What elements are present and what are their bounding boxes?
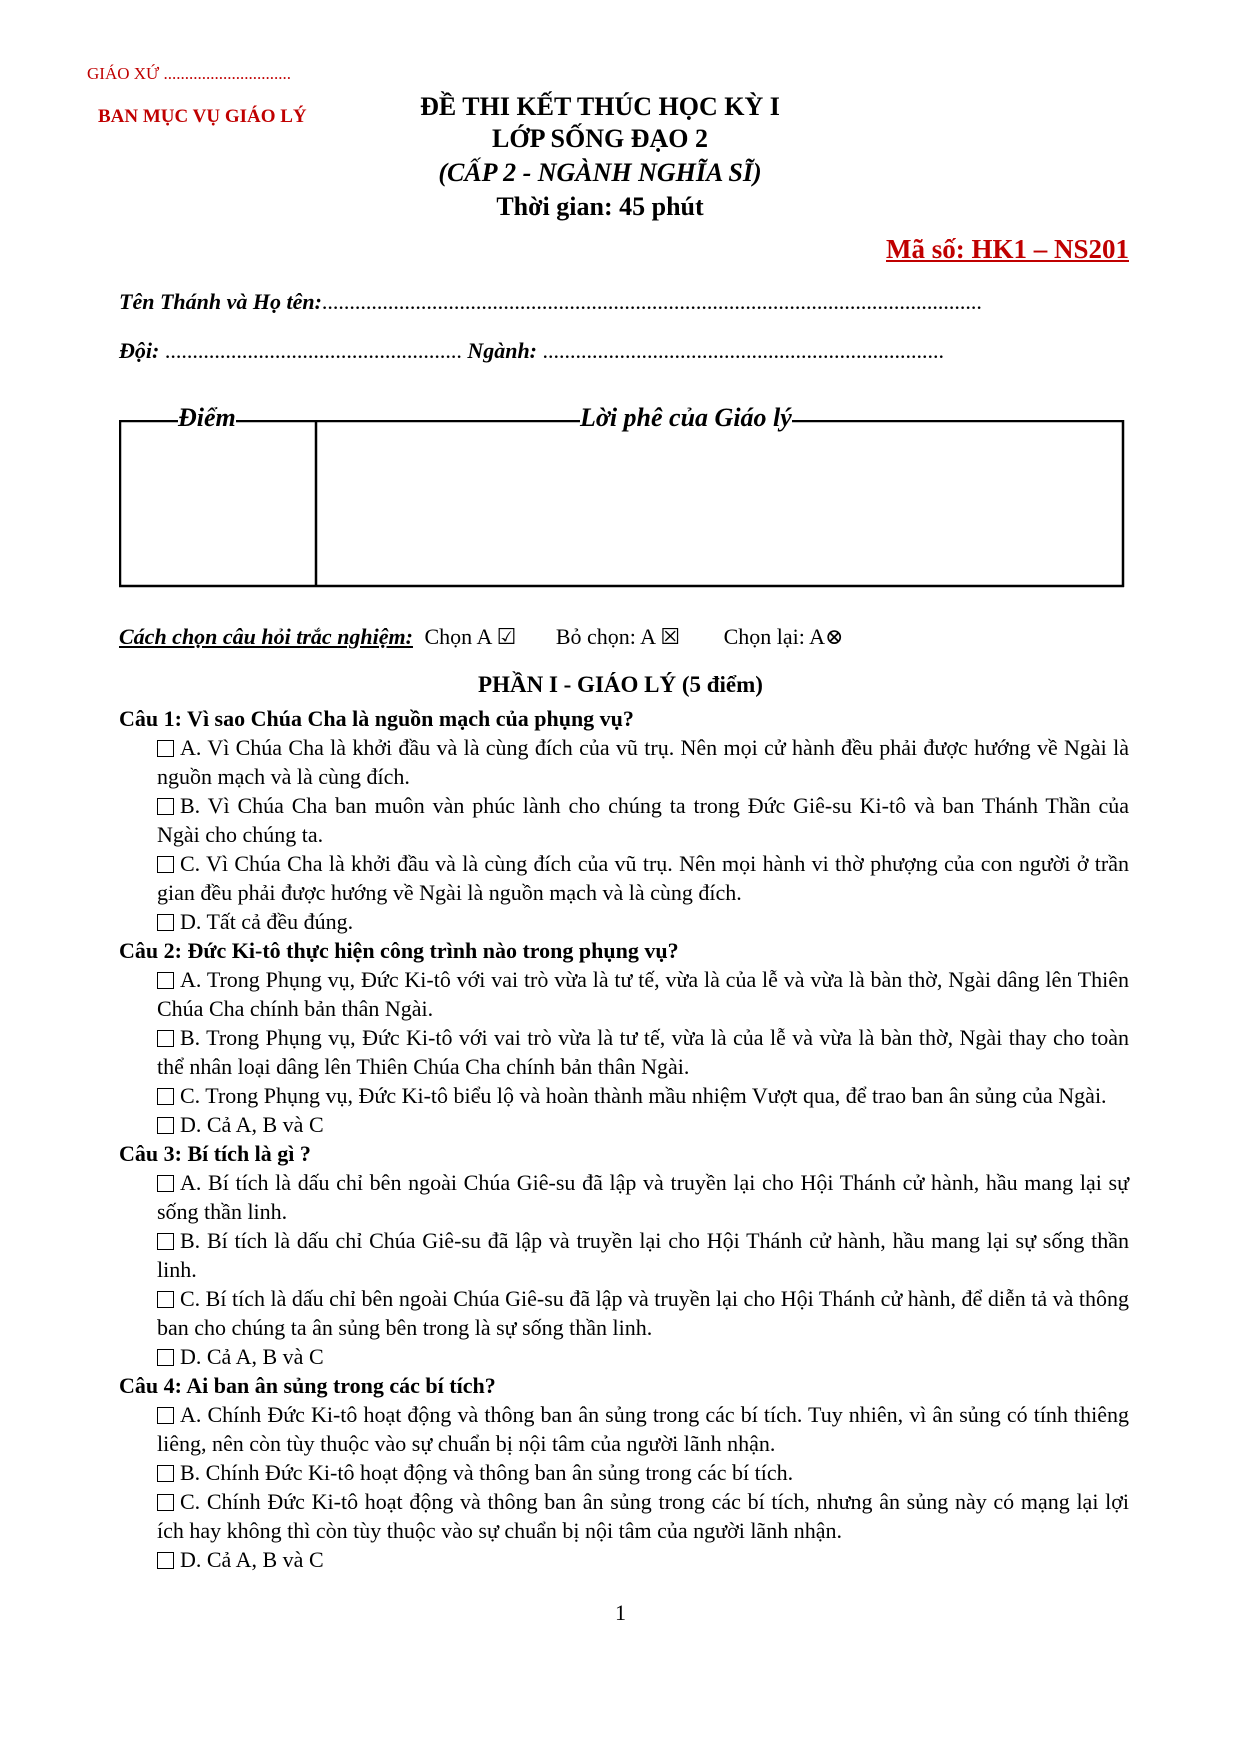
unchoose-instruction: Bỏ chọn: A ☒ — [555, 624, 681, 649]
question-text: Câu 4: Ai ban ân sủng trong các bí tích? — [119, 1373, 496, 1398]
grade-box-frame — [119, 420, 1125, 588]
class-name: LỚP SỐNG ĐẠO 2 — [492, 124, 708, 153]
choose-instruction: Chọn A ☑ — [424, 624, 517, 649]
checkbox-icon[interactable] — [157, 914, 174, 931]
checkbox-icon[interactable] — [157, 1030, 174, 1047]
option-1a[interactable]: A. Vì Chúa Cha là khởi đầu và là cùng đích của vũ trụ. Nên mọi cử hành đều phải được hướng về Ngài là nguồn mạch và là cùng đích. — [157, 735, 1129, 789]
exam-duration: Thời gian: 45 phút — [496, 192, 704, 221]
score-label: Điểm — [178, 403, 236, 432]
branch-dots[interactable]: ......................................................................... — [542, 338, 945, 363]
answer-instructions — [119, 624, 843, 650]
option-3c[interactable]: C. Bí tích là dấu chỉ bên ngoài Chúa Giê-su đã lập và truyền lại cho Hội Thánh cử hành, để diễn tả và thông ban cho chúng ta ân sủng bên trong là sự sống thần linh. — [157, 1286, 1129, 1340]
question-text: Câu 2: Đức Ki-tô thực hiện công trình nào trong phụng vụ? — [119, 938, 679, 963]
rechoose-instruction: Chọn lại: A⊗ — [723, 624, 844, 649]
exam-title: ĐỀ THI KẾT THÚC HỌC KỲ I — [420, 92, 780, 121]
instructions-label: Cách chọn câu hỏi trắc nghiệm: — [119, 624, 413, 649]
checkbox-icon[interactable] — [157, 972, 174, 989]
question-1 — [119, 704, 1129, 936]
question-text: Câu 1: Vì sao Chúa Cha là nguồn mạch của phụng vụ? — [119, 706, 634, 731]
checkbox-icon[interactable] — [157, 1552, 174, 1569]
checkbox-icon[interactable] — [157, 1291, 174, 1308]
parish-line: GIÁO XỨ .............................. — [87, 64, 291, 83]
checkbox-icon[interactable] — [157, 1407, 174, 1424]
option-1b[interactable]: B. Vì Chúa Cha ban muôn vàn phúc lành cho chúng ta trong Đức Giê-su Ki-tô và ban Thánh Thần của Ngài cho chúng ta. — [157, 793, 1129, 847]
question-4 — [119, 1371, 1129, 1574]
option-1c[interactable]: C. Vì Chúa Cha là khởi đầu và là cùng đích của vũ trụ. Nên mọi hành vi thờ phượng của con người ở trần gian đều phải được hướng về Ngài là nguồn mạch và là cùng đích. — [157, 851, 1129, 905]
checkbox-icon[interactable] — [157, 1175, 174, 1192]
part-title: PHẦN I - GIÁO LÝ (5 điểm) — [478, 672, 763, 697]
name-dots[interactable]: ........................................................................................................................ — [321, 289, 982, 314]
option-3d[interactable]: D. Cả A, B và C — [119, 1342, 1129, 1371]
checkbox-icon[interactable] — [157, 856, 174, 873]
option-4a[interactable]: A. Chính Đức Ki-tô hoạt động và thông ban ân sủng trong các bí tích. Tuy nhiên, vì ân sủng có tính thiêng liêng, nên còn tùy thuộc vào sự chuẩn bị nội tâm của người lãnh nhận. — [157, 1402, 1129, 1456]
team-dots[interactable]: ...................................................... — [164, 338, 462, 363]
option-1d[interactable]: D. Tất cả đều đúng. — [119, 907, 1129, 936]
comment-label: Lời phê của Giáo lý — [580, 403, 792, 432]
question-2 — [119, 936, 1129, 1139]
option-4b[interactable]: B. Chính Đức Ki-tô hoạt động và thông ban ân sủng trong các bí tích. — [119, 1458, 1129, 1487]
option-2c[interactable]: C. Trong Phụng vụ, Đức Ki-tô biểu lộ và hoàn thành mầu nhiệm Vượt qua, để trao ban ân sủng của Ngài. — [119, 1081, 1129, 1110]
level-name: (CẤP 2 - NGÀNH NGHĨA SĨ) — [438, 158, 762, 187]
question-text: Câu 3: Bí tích là gì ? — [119, 1141, 311, 1166]
checkbox-icon[interactable] — [157, 1233, 174, 1250]
question-list — [119, 704, 1129, 1574]
option-4d[interactable]: D. Cả A, B và C — [119, 1545, 1129, 1574]
checkbox-icon[interactable] — [157, 740, 174, 757]
exam-code: Mã số: HK1 – NS201 — [886, 234, 1129, 264]
grade-box — [119, 420, 1125, 588]
option-2d[interactable]: D. Cả A, B và C — [119, 1110, 1129, 1139]
checkbox-icon[interactable] — [157, 1494, 174, 1511]
checkbox-icon[interactable] — [157, 798, 174, 815]
name-field[interactable] — [119, 289, 982, 315]
option-2b[interactable]: B. Trong Phụng vụ, Đức Ki-tô với vai trò vừa là tư tế, vừa là của lễ và vừa là bàn thờ, Ngài thay cho toàn thể nhân loại dâng lên Thiên Chúa Cha chính bản thân Ngài. — [157, 1025, 1129, 1079]
question-3 — [119, 1139, 1129, 1371]
page-number: 1 — [615, 1600, 626, 1625]
name-label: Tên Thánh và Họ tên: — [119, 289, 322, 314]
option-2a[interactable]: A. Trong Phụng vụ, Đức Ki-tô với vai trò vừa là tư tế, vừa là của lễ và vừa là bàn thờ, Ngài dâng lên Thiên Chúa Cha chính bản thân Ngài. — [157, 967, 1129, 1021]
checkbox-icon[interactable] — [157, 1349, 174, 1366]
checkbox-icon[interactable] — [157, 1117, 174, 1134]
team-branch-field[interactable] — [119, 338, 944, 364]
team-label: Đội: — [119, 338, 160, 363]
department-name: BAN MỤC VỤ GIÁO LÝ — [98, 106, 307, 127]
option-3b[interactable]: B. Bí tích là dấu chỉ Chúa Giê-su đã lập và truyền lại cho Hội Thánh cử hành, hầu mang lại sự sống thần linh. — [157, 1228, 1129, 1282]
branch-label: Ngành: — [467, 338, 538, 363]
option-3a[interactable]: A. Bí tích là dấu chỉ bên ngoài Chúa Giê-su đã lập và truyền lại cho Hội Thánh cử hành, hầu mang lại sự sống thần linh. — [157, 1170, 1129, 1224]
option-4c[interactable]: C. Chính Đức Ki-tô hoạt động và thông ban ân sủng trong các bí tích, nhưng ân sủng này có mạng lại lợi ích hay không thì còn tùy thuộc vào sự chuẩn bị nội tâm của người lãnh nhận. — [157, 1489, 1129, 1543]
checkbox-icon[interactable] — [157, 1088, 174, 1105]
checkbox-icon[interactable] — [157, 1465, 174, 1482]
